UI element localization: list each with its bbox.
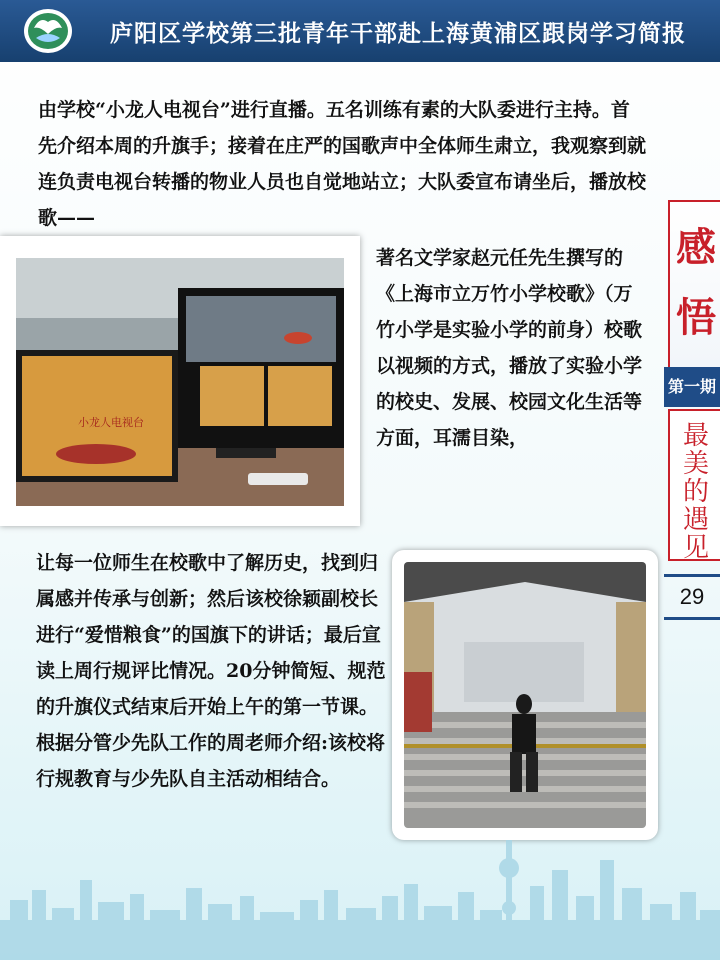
city-skyline-decoration [0,830,720,960]
photo-tv-studio [0,236,360,526]
photo-teacher-on-stairs [392,550,658,840]
tv-studio-illustration [16,258,344,506]
school-logo-icon [22,6,74,56]
section-char-1: 感 [676,224,716,271]
issue-label: 第一期 [664,367,720,407]
header-bar [0,0,720,62]
tv-studio-sign: 小龙人电视台 [78,416,144,429]
section-banner [668,200,720,369]
paragraph-1: 由学校“小龙人电视台”进行直播。五名训练有素的大队委进行主持。首先介绍本周的升旗手；接着在庄严的国歌声中全体师生肃立，我观察到就连负责电视台转播的物业人员也自觉地站立；大队委宣布请坐后，播放校歌—— [38,99,647,229]
paragraph-2: 著名文学家赵元任先生撰写的《上海市立万竹小学校歌》（万竹小学是实验小学的前身）校歌以视频的方式，播放了实验小学的校史、发展、校园文化生活等方面，耳濡目染， [376,247,643,449]
subtitle-banner [668,409,720,561]
subtitle-char: 最 [682,421,709,451]
page-number: 29 [664,574,720,620]
paragraph-3: 让每一位师生在校歌中了解历史，找到归属感并传承与创新；然后该校徐颖副校长进行“爱惜粮食”的国旗下的讲话；最后宣读上周行规评比情况。20分钟简短、规范的升旗仪式结束后开始上午的第一节课。根据分管少先队工作的周老师介绍:该校将行规教育与少先队自主活动相结合。 [36,552,386,790]
subtitle-char: 的 [682,477,709,507]
stairs-illustration [404,562,646,828]
section-char-2: 悟 [676,294,716,341]
header-title: 庐阳区学校第三批青年干部赴上海黄浦区跟岗学习简报 [110,20,686,47]
subtitle-char: 见 [682,533,709,563]
subtitle-char: 美 [682,449,709,479]
subtitle-char: 遇 [682,505,709,535]
